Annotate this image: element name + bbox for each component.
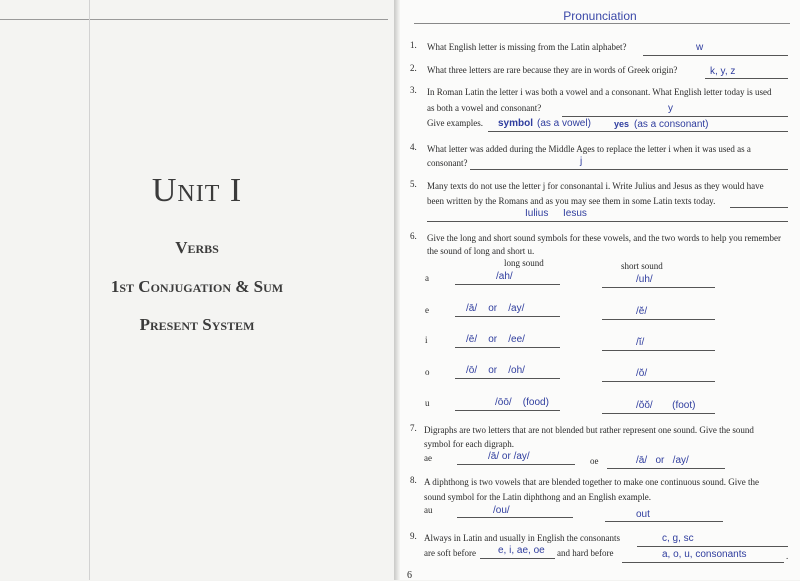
vowel-i-long[interactable]: /ē/ or /ee/ — [466, 334, 525, 345]
unit-heading-verbs: Verbs — [175, 238, 219, 257]
unit-heading-conjugation: 1st Conjugation & Sum — [110, 277, 284, 296]
diphthong-au: au — [424, 505, 433, 515]
q9-text-2: are soft before — [424, 548, 476, 558]
vowel-e-short[interactable]: /ĕ/ — [636, 306, 648, 317]
vowel-u: u — [425, 398, 430, 408]
q9-answer-3[interactable]: a, o, u, consonants — [662, 549, 747, 560]
q8-text-1: A diphthong is two vowels that are blended together to make one continuous sound. Give the — [424, 477, 759, 487]
q6-text-2: the sound of long and short u. — [427, 246, 535, 256]
q9-text-3: and hard before — [557, 548, 614, 558]
vowel-u-short[interactable]: /ŏŏ/ (foot) — [636, 400, 696, 411]
q4-answer-line — [470, 169, 788, 170]
q7-text-1: Digraphs are two letters that are not blended but rather represent one sound. Give the sound — [424, 425, 754, 435]
q3-answer-line — [562, 116, 788, 117]
vowel-o: o — [425, 367, 430, 377]
q9-number: 9. — [410, 531, 417, 541]
left-page — [0, 0, 394, 580]
q4-text-2: consonant? — [427, 158, 468, 168]
q4-text-1: What letter was added during the Middle Ages to replace the letter i when it was used as a — [427, 144, 751, 154]
q9-line-3 — [622, 562, 784, 563]
q5-line-1 — [730, 207, 788, 208]
q3-text-1: In Roman Latin the letter i was both a vowel and a consonant. What English letter today is used — [427, 87, 772, 97]
q3-examples-line — [488, 131, 788, 132]
vowel-a-short-line — [602, 287, 715, 288]
vowel-i: i — [425, 335, 428, 345]
q2-number: 2. — [410, 63, 417, 73]
q3-example-2-note: (as a consonant) — [634, 119, 709, 130]
q5-text-1: Many texts do not use the letter j for consonantal i. Write Julius and Jesus as they would have — [427, 181, 764, 191]
title-rule — [414, 23, 790, 24]
vowel-o-long-line — [455, 378, 560, 379]
q1-text: What English letter is missing from the Latin alphabet? — [427, 42, 627, 52]
q1-number: 1. — [410, 40, 417, 50]
vowel-e-long[interactable]: /ā/ or /ay/ — [466, 303, 525, 314]
long-sound-header: long sound — [504, 258, 544, 268]
q7-text-2: symbol for each digraph. — [424, 439, 514, 449]
q5-answer-1[interactable]: Iulius — [525, 208, 549, 219]
top-rule — [0, 19, 388, 20]
q7-number: 7. — [410, 423, 417, 433]
vowel-u-long[interactable]: /ōō/ (food) — [495, 397, 549, 408]
vowel-a-long[interactable]: /ah/ — [496, 271, 513, 282]
digraph-ae-answer[interactable]: /ā/ or /ay/ — [488, 451, 530, 462]
page-number: 6 — [407, 570, 412, 581]
q9-text-1: Always in Latin and usually in English the consonants — [424, 533, 620, 543]
q5-text-2: been written by the Romans and as you may see them in some Latin texts today. — [427, 196, 716, 206]
q5-answer-2[interactable]: Iesus — [563, 208, 587, 219]
diphthong-example-line — [605, 521, 723, 522]
q3-text-2: as both a vowel and consonant? — [427, 103, 542, 113]
q9-line-2 — [480, 558, 555, 559]
vowel-a-short[interactable]: /uh/ — [636, 274, 653, 285]
q8-text-2: sound symbol for the Latin diphthong and an English example. — [424, 492, 651, 502]
short-sound-header: short sound — [621, 261, 663, 271]
q3-answer[interactable]: y — [668, 103, 673, 114]
q3-example-1-note: (as a vowel) — [537, 118, 591, 129]
page-title: Pronunciation — [563, 9, 637, 23]
q5-number: 5. — [410, 179, 417, 189]
unit-heading-present-system: Present System — [139, 315, 255, 334]
vowel-o-short-line — [602, 381, 715, 382]
digraph-ae-line — [457, 464, 575, 465]
diphthong-au-symbol[interactable]: /ou/ — [493, 505, 510, 516]
digraph-ae: ae — [424, 453, 432, 463]
q4-answer[interactable]: j — [580, 156, 583, 167]
q1-answer-line — [643, 55, 788, 56]
digraph-oe-line — [607, 468, 725, 469]
q2-text: What three letters are rare because they are in words of Greek origin? — [427, 65, 678, 75]
vowel-u-short-line — [602, 413, 715, 414]
vowel-o-short[interactable]: /ŏ/ — [636, 368, 648, 379]
diphthong-symbol-line — [457, 517, 573, 518]
vowel-o-long[interactable]: /ō/ or /oh/ — [466, 365, 525, 376]
digraph-oe-answer[interactable]: /ā/ or /ay/ — [636, 455, 689, 466]
q8-number: 8. — [410, 475, 417, 485]
q6-text-1: Give the long and short sound symbols for these vowels, and the two words to help you remember — [427, 233, 781, 243]
q2-answer-line — [705, 78, 788, 79]
digraph-oe: oe — [590, 456, 599, 466]
q9-answer-1[interactable]: c, g, sc — [662, 533, 694, 544]
vowel-i-short[interactable]: /ĭ/ — [636, 337, 645, 348]
q3-number: 3. — [410, 85, 417, 95]
q4-number: 4. — [410, 142, 417, 152]
q3-text-3: Give examples. — [427, 118, 483, 128]
vowel-e-short-line — [602, 319, 715, 320]
unit-title: Unit I — [151, 172, 243, 209]
diphthong-au-example[interactable]: out — [636, 509, 650, 520]
q3-example-1-word[interactable]: symbol — [498, 118, 534, 129]
right-page — [400, 0, 800, 580]
vowel-e: e — [425, 305, 429, 315]
vowel-a-long-line — [455, 284, 560, 285]
q1-answer[interactable]: w — [696, 42, 704, 53]
q5-line-2 — [427, 221, 788, 222]
q9-line-1 — [637, 546, 788, 547]
q6-number: 6. — [410, 231, 417, 241]
q9-answer-2[interactable]: e, i, ae, oe — [498, 545, 545, 556]
q9-period: . — [786, 551, 789, 561]
vowel-a: a — [425, 273, 429, 283]
vowel-u-long-line — [455, 410, 560, 411]
vowel-i-long-line — [455, 347, 560, 348]
q2-answer[interactable]: k, y, z — [710, 66, 736, 77]
vowel-e-long-line — [455, 316, 560, 317]
q3-example-2-word[interactable]: yes — [614, 119, 630, 129]
vowel-i-short-line — [602, 350, 715, 351]
